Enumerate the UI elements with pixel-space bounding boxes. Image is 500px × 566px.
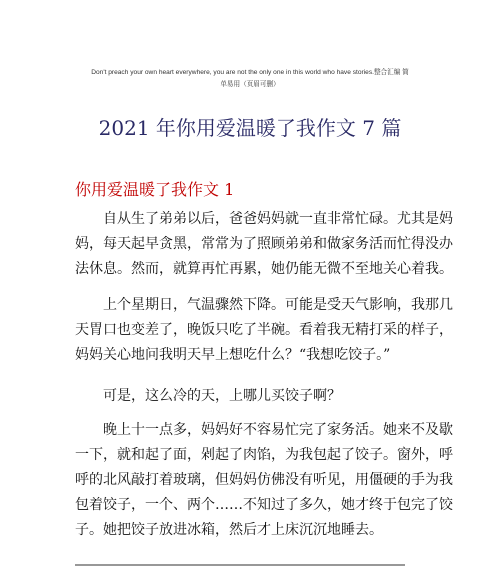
paragraph-line: 晚上十一点多，妈妈好不容易忙完了家务活。她来不及歇 <box>103 422 453 438</box>
paragraph-line: 可是，这么冷的天，上哪儿买饺子啊？ <box>103 388 341 404</box>
paragraph-line: 自从生了弟弟以后，爸爸妈妈就一直非常忙碌。尤其是妈 <box>103 211 453 227</box>
paragraph-line: 包着饺子，一个、两个……不知过了多久，她才终于包完了饺 <box>75 497 453 513</box>
paragraph-1 <box>75 207 453 282</box>
paragraph-4 <box>75 418 453 543</box>
paragraph-line: 呼的北风敲打着玻璃，但妈妈仿佛没有听见，用僵硬的手为我 <box>75 472 453 488</box>
paragraph-line: 子。她把饺子放进冰箱，然后才上床沉沉地睡去。 <box>75 522 383 538</box>
document-title: 2021 年你用爱温暖了我作文 7 篇 <box>98 116 402 140</box>
paragraph-line: 上个星期日，气温骤然下降。可能是受天气影响，我那几 <box>103 297 453 313</box>
paragraph-line: 妈妈关心地问我明天早上想吃什么？“我想吃饺子。” <box>75 347 391 363</box>
truncated-next-line <box>75 556 425 566</box>
essay-subtitle: 你用爱温暖了我作文 1 <box>75 180 235 199</box>
paragraph-line: 天胃口也变差了，晚饭只吃了半碗。看着我无精打采的样子， <box>75 322 453 338</box>
paragraph-3 <box>75 384 425 409</box>
page-header-note: 单易用（页眉可删） <box>220 81 280 88</box>
page-header-quote: Don't preach your own heart everywhere, you are not the only one in this world who have stories.整合汇编 简 <box>91 69 409 76</box>
paragraph-2 <box>75 293 453 368</box>
paragraph-line: 法休息。然而，就算再忙再累，她仍能无微不至地关心着我。 <box>75 261 453 277</box>
paragraph-line: 一下，就和起了面，剁起了肉馅，为我包起了饺子。窗外，呼 <box>75 447 453 463</box>
paragraph-line: 妈，每天起早贪黑，常常为了照顾弟弟和做家务活而忙得没办 <box>75 236 453 252</box>
